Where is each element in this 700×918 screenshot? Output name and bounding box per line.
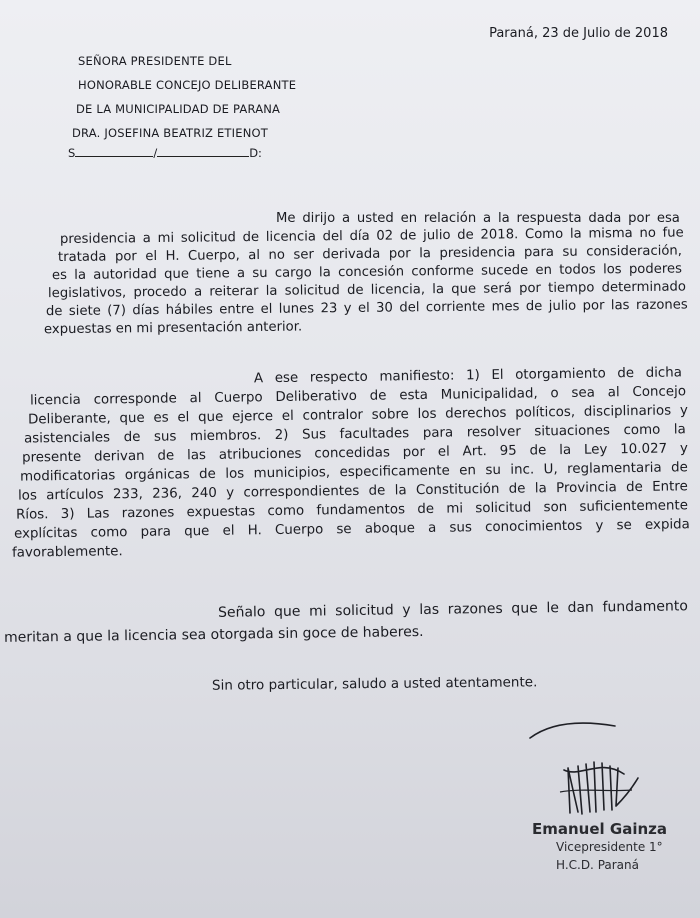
paragraph-line: A ese respecto manifiesto: 1) El otorgamiento de dicha <box>253 365 683 387</box>
slash: / <box>153 146 158 160</box>
paragraph-line: legislativos, procedo a reiterar la solicitud de licencia, la que será por tiempo determinado <box>47 279 687 302</box>
paragraph-line: Ríos. 3) Las razones expuestas como fundamentos de mi solicitud son suficientemente <box>15 498 689 523</box>
addressee-line-3: DE LA MUNICIPALIDAD DE PARANA <box>76 102 281 116</box>
paragraph-line: presidencia a mi solicitud de licencia del día 02 de julio de 2018. Como la misma no fue <box>59 225 684 248</box>
closing-line: Sin otro particular, saludo a usted atentamente. <box>211 674 538 694</box>
d-label: D: <box>249 146 262 160</box>
paragraph-1 <box>0 210 700 336</box>
paragraph-line: asistenciales de sus miembros. 2) Sus facultades para resolver situaciones como la <box>23 422 686 447</box>
paragraph-line: expuestas en mi presentación anterior. <box>43 319 303 338</box>
blank-line <box>75 156 153 157</box>
paragraph-line: licencia corresponde al Cuerpo Deliberativo de esta Municipalidad, o sea al Concejo <box>29 384 687 409</box>
signatory-name: Emanuel Gainza <box>532 820 667 838</box>
letter-date: Paraná, 23 de Julio de 2018 <box>489 26 668 41</box>
paragraph-line: explícitas como para que el H. Cuerpo se aboque a sus conocimientos y se expida <box>13 517 690 542</box>
paragraph-line: es la autoridad que tiene a su cargo la concesión conforme sucede en todos los poderes <box>51 261 683 284</box>
blank-line <box>157 156 249 157</box>
paragraph-line: tratada por el H. Cuerpo, al no ser derivada por la presidencia para su consideración, <box>57 243 683 266</box>
paragraph-line: meritan a que la licencia sea otorgada sin goce de haberes. <box>3 623 424 646</box>
s-label: S <box>68 146 76 160</box>
paragraph-line: Señalo que mi solicitud y las razones que le dan fundamento <box>217 598 688 621</box>
addressee-line-4: DRA. JOSEFINA BEATRIZ ETIENOT <box>72 126 268 140</box>
signatory-organization: H.C.D. Paraná <box>556 858 639 872</box>
addressee-line-2: HONORABLE CONCEJO DELIBERANTE <box>78 78 297 92</box>
signatory-title: Vicepresidente 1° <box>556 840 663 854</box>
paragraph-line: de siete (7) días hábiles entre el lunes 23 y el 30 del corriente mes de julio por las razones <box>45 297 688 320</box>
paragraph-line: modificatorias orgánicas de los municipios, especificamente en su inc. U, reglamentaria de <box>19 460 688 485</box>
paragraph-line: presente derivan de las atribuciones concedidas por el Art. 95 de la Ley 10.027 y <box>21 441 688 466</box>
paragraph-line: Deliberante, que es el que ejerce el contralor sobre los derechos políticos, disciplinarios y <box>27 403 688 428</box>
paragraph-3 <box>0 600 700 644</box>
paragraph-line: los artículos 233, 236, 240 y correspondientes de la Constitución de la Provincia de Entre <box>17 479 688 504</box>
paragraph-line: Me dirijo a usted en relación a la respuesta dada por esa <box>276 211 680 226</box>
salutation-line <box>68 146 262 160</box>
addressee-line-1: SEÑORA PRESIDENTE DEL <box>78 54 232 68</box>
paragraph-2 <box>0 365 700 561</box>
signature-block <box>500 718 700 898</box>
handwritten-signature-icon <box>520 718 690 828</box>
paragraph-line: favorablemente. <box>11 544 123 561</box>
